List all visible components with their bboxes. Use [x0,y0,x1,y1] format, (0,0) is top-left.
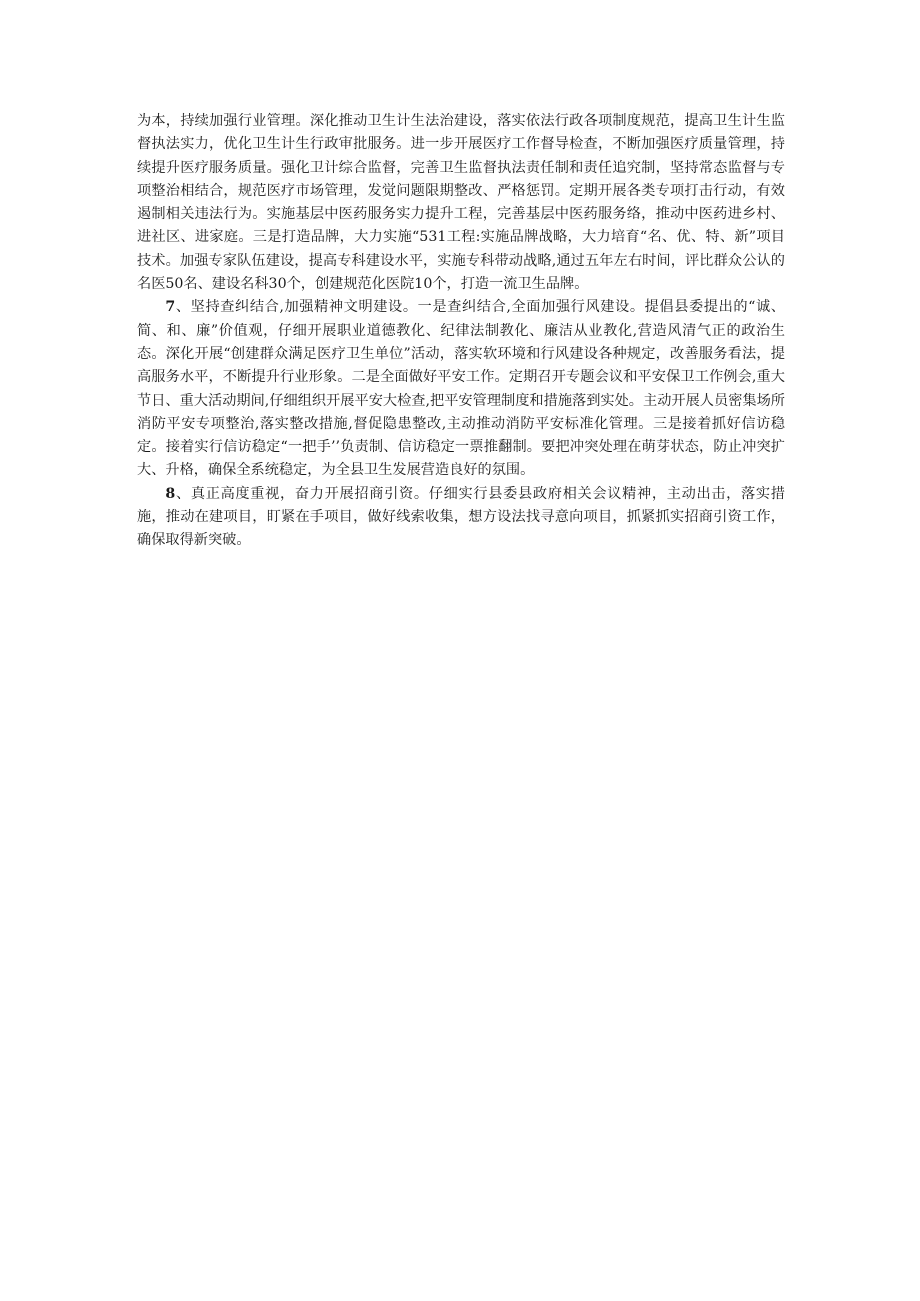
paragraph-item-7 [137,296,785,482]
document-body [137,110,785,553]
paragraph-continuation [137,110,785,296]
paragraph-item-8 [137,483,785,553]
paragraph-number: 7 [165,299,176,316]
paragraph-number: 8 [165,485,176,502]
paragraph-text: 、真正高度重视，奋力开展招商引资。仔细实行县委县政府相关会议精神，主动出击，落实措施，推动在建项目，盯紧在手项目，做好线索收集，想方设法找寻意向项目，抓紧抓实招商引资工作，确保取得新突破。 [137,485,785,549]
paragraph-text: 为本，持续加强行业管理。深化推动卫生计生法治建设，落实依法行政各项制度规范，提高卫生计生监督执法实力，优化卫生计生行政审批服务。进一步开展医疗工作督导检查，不断加强医疗质量管理，持续提升医疗服务质量。强化卫计综合监督，完善卫生监督执法责任制和责任追究制，坚持常态监督与专项整治相结合，规范医疗市场管理，发觉问题限期整改、严格惩罚。定期开展各类专项打击行动，有效遏制相关违法行为。实施基层中医药服务实力提升工程，完善基层中医药服务络，推动中医药进乡村、进社区、进家庭。三是打造品牌，大力实施“531工程:实施品牌战略，大力培育“名、优、特、新”项目技术。加强专家队伍建设，提高专科建设水平，实施专科带动战略,通过五年左右时间，评比群众公认的名医50名、建设名科30个，创建规范化医院10个，打造一流卫生品牌。 [137,113,785,293]
paragraph-text: 、坚持查纠结合,加强精神文明建设。一是查纠结合,全面加强行风建设。提倡县委提出的“诚、简、和、廉”价值观，仔细开展职业道德教化、纪律法制教化、廉洁从业教化,营造风清气正的政治生态。深化开展“创建群众满足医疗卫生单位”活动，落实软环境和行风建设各种规定，改善服务看法，提高服务水平，不断提升行业形象。二是全面做好平安工作。定期召开专题会议和平安保卫工作例会,重大节日、重大活动期间,仔细组织开展平安大检查,把平安管理制度和措施落到实处。主动开展人员密集场所消防平安专项整治,落实整改措施,督促隐患整改,主动推动消防平安标准化管理。三是接着抓好信访稳定。接着实行信访稳定“一把手’’负责制、信访稳定一票推翻制。要把冲突处理在萌芽状态，防止冲突扩大、升格，确保全系统稳定，为全县卫生发展营造良好的氛围。 [137,299,785,479]
